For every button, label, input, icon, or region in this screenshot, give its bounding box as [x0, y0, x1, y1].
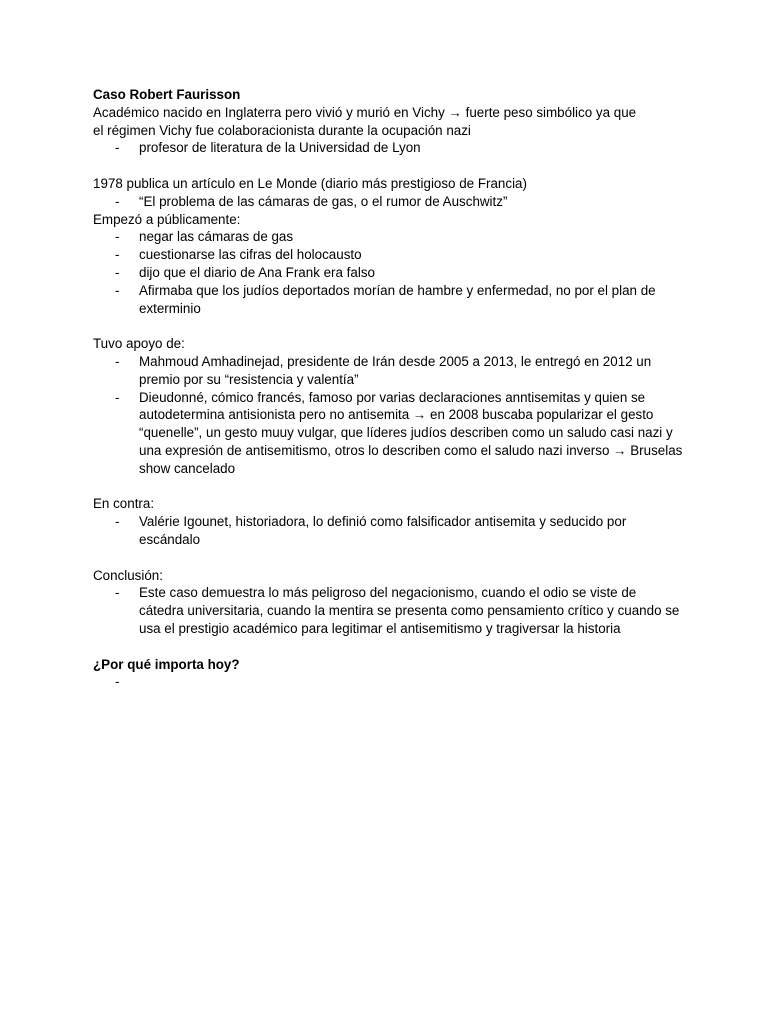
bullet-dash: - — [115, 282, 120, 298]
spacer — [93, 157, 683, 175]
hoy-list — [93, 673, 683, 691]
conclusion-label: Conclusión: — [93, 567, 163, 583]
intro-line-1: Académico nacido en Inglaterra pero vivió y murió en Vichy → fuerte peso simbólico ya que — [93, 104, 637, 120]
bullet-dash: - — [115, 514, 120, 530]
list-item — [93, 513, 683, 549]
article-line: 1978 publica un artículo en Le Monde (diario más prestigioso de Francia) — [93, 175, 527, 191]
empezo-label: Empezó a públicamente: — [93, 211, 241, 227]
list-item — [93, 139, 683, 157]
bullet-dash: - — [115, 674, 120, 690]
list-item — [93, 584, 683, 637]
list-item — [93, 282, 683, 318]
list-item — [93, 264, 683, 282]
empezo-list — [93, 228, 683, 317]
list-item — [93, 246, 683, 264]
apoyo-list — [93, 353, 683, 478]
list-item-text: Afirmaba que los judíos deportados morían de hambre y enfermedad, no por el plan de exterminio — [139, 282, 656, 316]
article-list — [93, 193, 683, 211]
list-item-text: Este caso demuestra lo más peligroso del negacionismo, cuando el odio se viste de cátedra universitaria, cuando la mentira se presenta como pensamiento crítico y cuando se usa el prestigio académico para legitimar el antisemitismo y tragiversar la historia — [139, 585, 680, 636]
bullet-dash: - — [115, 229, 120, 245]
list-item-text: Dieudonné, cómico francés, famoso por varias declaraciones anntisemitas y quien se autodetermina antisionista pero no antisemita → en 2008 buscaba popularizar el gesto “quenelle”, un gesto muuy vulgar, que líderes judíos describen como un saludo casi nazi y una expresión de antisemitismo, otros lo describen como el saludo nazi inverso → Bruselas show cancelado — [139, 389, 683, 476]
bullet-dash: - — [115, 585, 120, 601]
list-item-text: “El problema de las cámaras de gas, o el rumor de Auschwitz” — [139, 193, 508, 209]
bullet-dash: - — [115, 389, 120, 405]
apoyo-label: Tuvo apoyo de: — [93, 336, 185, 352]
intro-list — [93, 139, 683, 157]
list-item-text: Valérie Igounet, historiadora, lo definió como falsificador antisemita y seducido por escándalo — [139, 514, 627, 547]
list-item-text: negar las cámaras de gas — [139, 229, 294, 245]
spacer — [93, 317, 683, 335]
bullet-dash: - — [115, 140, 120, 156]
list-item-text: profesor de literatura de la Universidad de Lyon — [139, 140, 421, 156]
list-item-text: Mahmoud Amhadinejad, presidente de Irán desde 2005 a 2013, le entregó en 2012 un premio por su “resistencia y valentía” — [139, 353, 652, 387]
hoy-heading: ¿Por qué importa hoy? — [93, 656, 240, 672]
conclusion-list — [93, 584, 683, 637]
document-body — [93, 86, 683, 691]
contra-list — [93, 513, 683, 549]
list-item-text: cuestionarse las cifras del holocausto — [139, 247, 362, 263]
list-item — [93, 193, 683, 211]
bullet-dash: - — [115, 247, 120, 263]
list-item-text: dijo que el diario de Ana Frank era falso — [139, 264, 375, 280]
spacer — [93, 478, 683, 496]
spacer — [93, 549, 683, 567]
spacer — [93, 638, 683, 656]
contra-label: En contra: — [93, 496, 155, 512]
list-item — [93, 353, 683, 389]
list-item — [93, 228, 683, 246]
bullet-dash: - — [115, 193, 120, 209]
bullet-dash: - — [115, 264, 120, 280]
list-item — [93, 673, 683, 691]
bullet-dash: - — [115, 353, 120, 369]
list-item — [93, 389, 683, 478]
document-title: Caso Robert Faurisson — [93, 87, 241, 102]
intro-line-2: el régimen Vichy fue colaboracionista durante la ocupación nazi — [93, 122, 471, 138]
